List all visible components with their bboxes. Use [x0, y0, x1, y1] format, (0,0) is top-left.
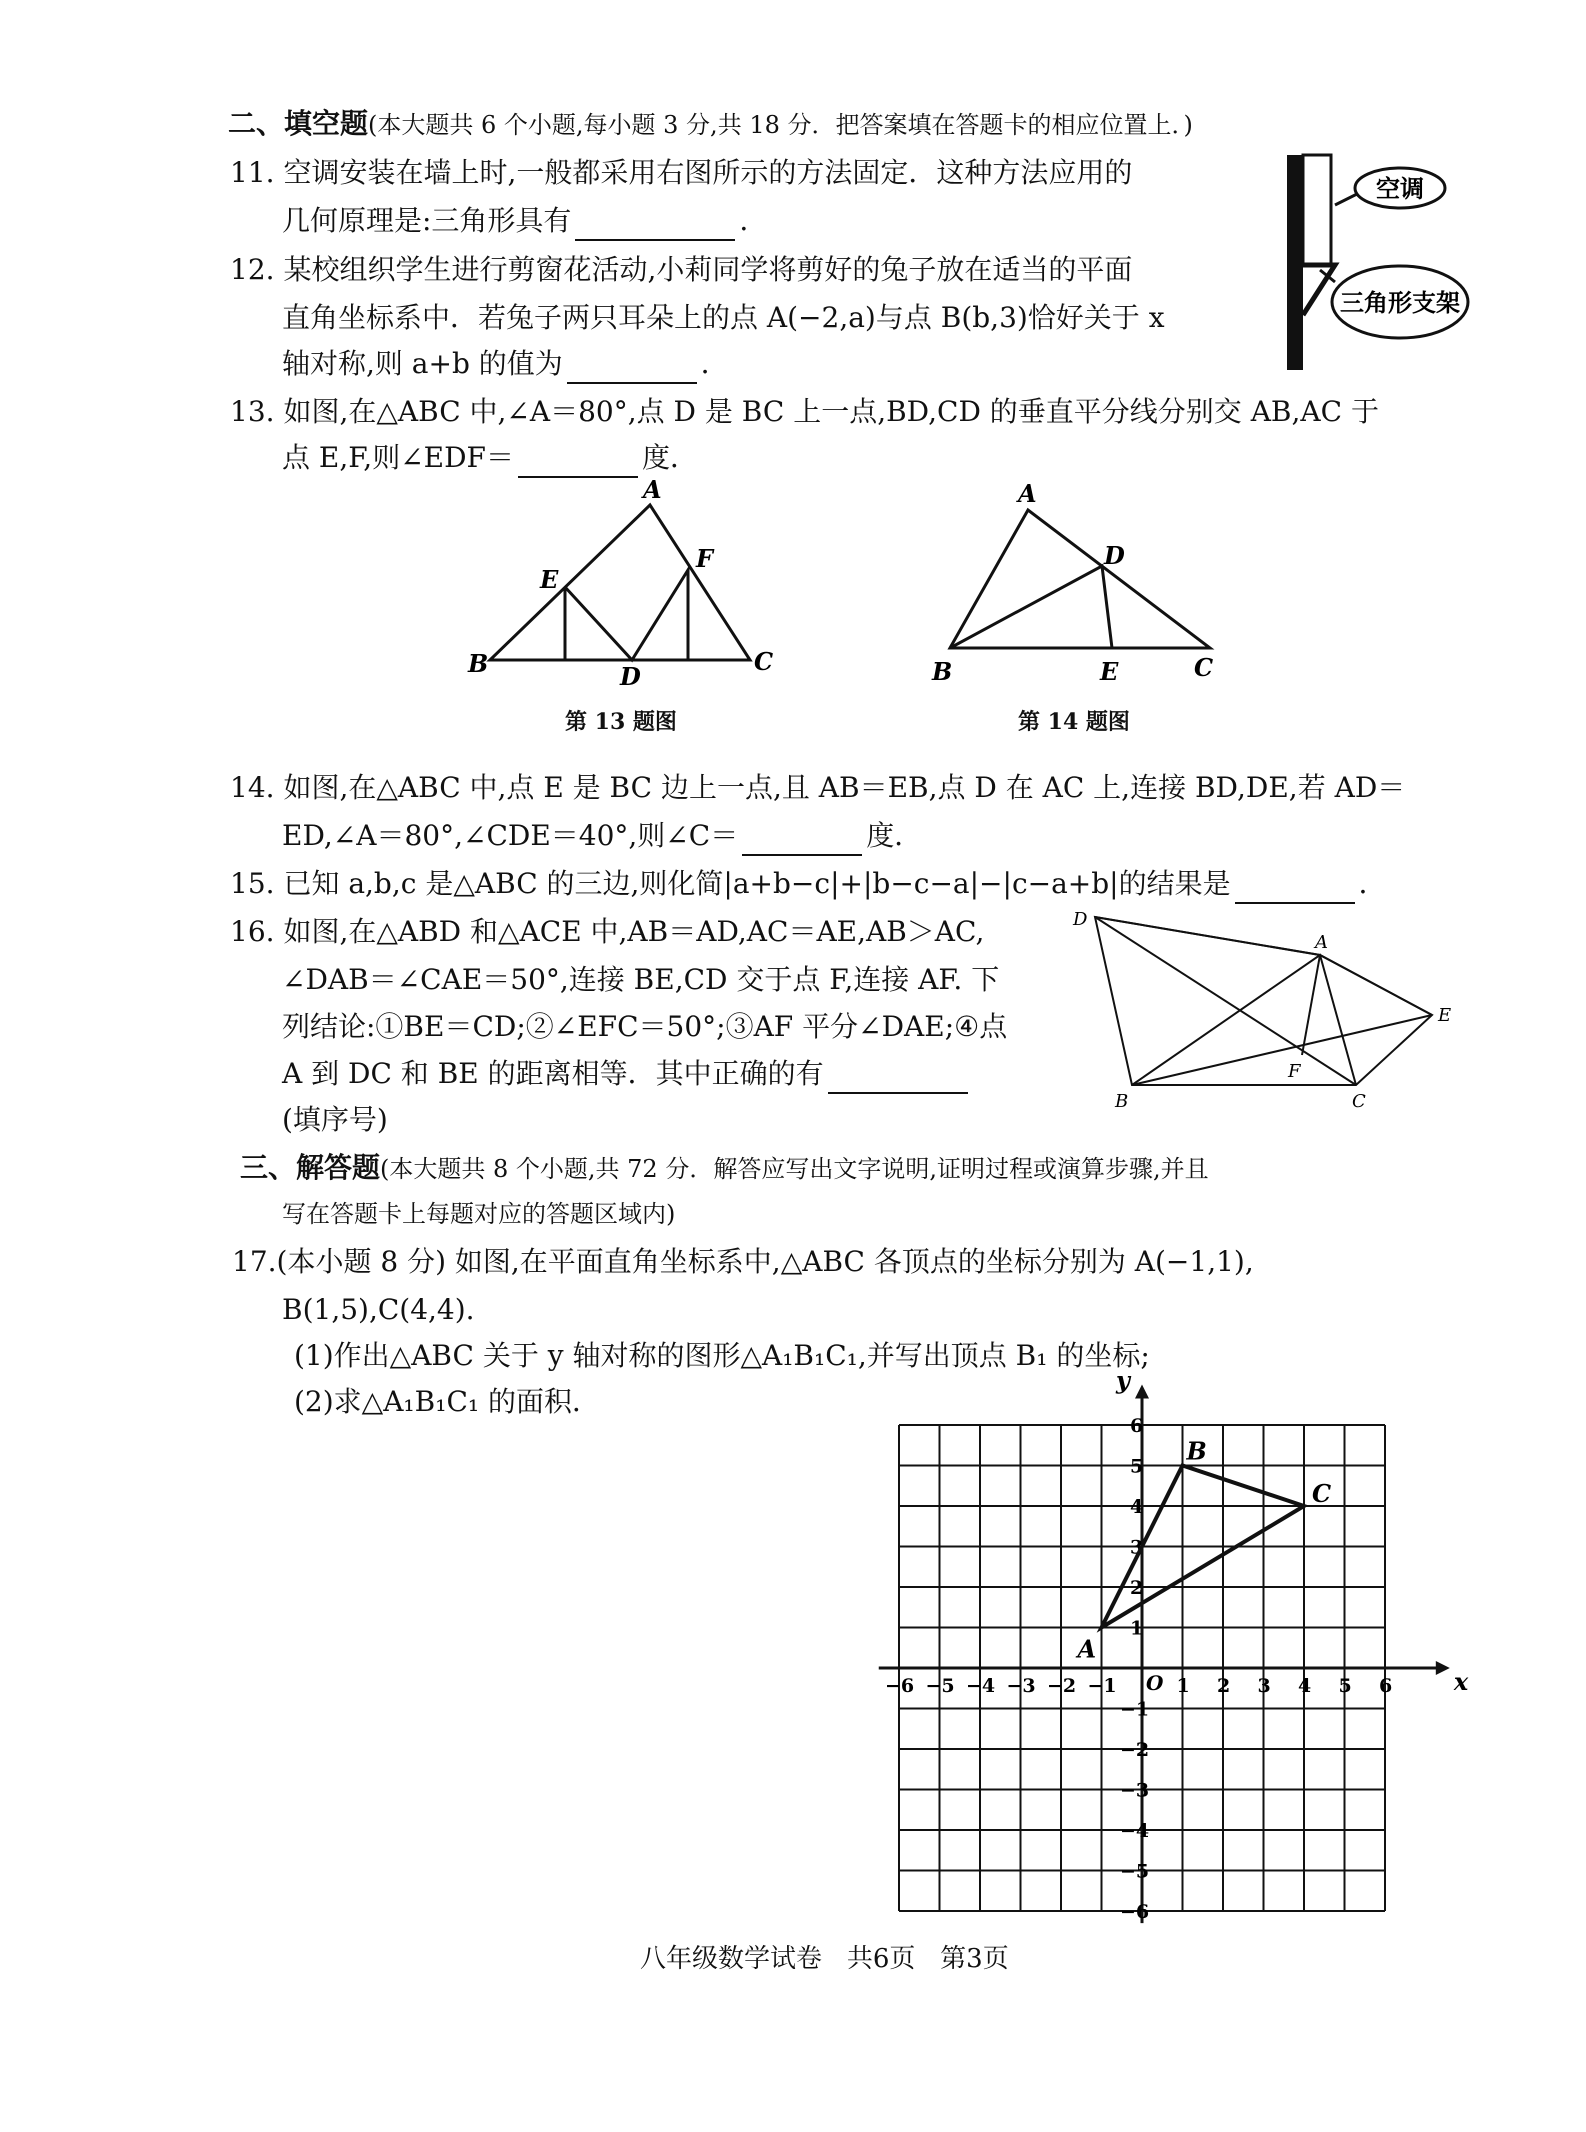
y-tick-label: −1 — [1120, 1698, 1150, 1721]
q14-figure — [920, 480, 1240, 690]
q14-caption: 第 14 题图 — [1018, 709, 1130, 735]
q12-text3-end: ． — [700, 347, 729, 380]
q16-label-c: C — [1352, 1091, 1366, 1112]
q14-line2 — [282, 816, 922, 856]
q11-number: 11. — [230, 156, 275, 189]
q13-line1 — [230, 392, 1379, 432]
x-tick-label: 6 — [1379, 1675, 1393, 1697]
q14-line1 — [230, 768, 1405, 808]
section3-header — [240, 1148, 1209, 1189]
y-tick-label: 2 — [1130, 1577, 1144, 1599]
wall — [1287, 155, 1303, 370]
q12-line2 — [282, 298, 1165, 338]
q17-line1 — [232, 1242, 1254, 1282]
section2-header — [228, 104, 1193, 145]
q15-answer-blank[interactable] — [1235, 872, 1355, 904]
section3-note1: (本大题共 8 个小题,共 72 分．解答应写出文字说明,证明过程或演算步骤,并且 — [380, 1155, 1209, 1183]
triangle-bracket — [1303, 265, 1335, 315]
y-tick-label: 3 — [1130, 1536, 1144, 1559]
q13-label-b: B — [468, 649, 489, 678]
x-tick-label: −5 — [925, 1675, 955, 1697]
q13-answer-blank[interactable] — [518, 446, 638, 478]
q16-line1 — [230, 912, 984, 952]
q16-text4: A 到 DC 和 BE 的距离相等．其中正确的有 — [282, 1057, 824, 1090]
x-tick-label: 3 — [1257, 1675, 1271, 1697]
section2-heading: 二、填空题 — [228, 107, 369, 140]
origin-label: O — [1146, 1671, 1164, 1695]
q16-be — [1132, 1015, 1432, 1085]
q16-af — [1302, 955, 1320, 1055]
q13-label-c: C — [754, 647, 774, 676]
q13-number: 13. — [230, 395, 275, 428]
x-axis-label: x — [1453, 1667, 1469, 1696]
section3-note2: 写在答题卡上每题对应的答题区域内) — [282, 1200, 676, 1228]
q13-label-d: D — [620, 662, 641, 691]
bracket-label: 三角形支架 — [1340, 288, 1460, 317]
q16-ad-ae — [1095, 917, 1432, 1015]
q11-text1: 空调安装在墙上时,一般都采用右图所示的方法固定．这种方法应用的 — [283, 156, 1133, 189]
q13-label-e: E — [540, 565, 559, 594]
q15-text: 已知 a,b,c 是△ABC 的三边,则化简|a+b−c|+|b−c−a|−|c−a+b|的结果是 — [283, 867, 1231, 900]
air-conditioner — [1303, 155, 1331, 265]
y-tick-label: −4 — [1120, 1820, 1150, 1842]
q14-label-d: D — [1104, 541, 1125, 570]
q14-answer-blank[interactable] — [742, 824, 862, 856]
q16-label-a: A — [1315, 932, 1328, 953]
q12-answer-blank[interactable] — [567, 352, 697, 384]
q16-line5 — [282, 1100, 388, 1140]
q16-line2 — [282, 960, 999, 1000]
point-label-a: A — [1077, 1634, 1097, 1664]
q15-number: 15. — [230, 867, 275, 900]
q12-text3: 轴对称,则 a+b 的值为 — [282, 347, 563, 380]
section3-heading: 三、解答题 — [240, 1151, 381, 1184]
q16-number: 16. — [230, 915, 275, 948]
x-tick-label: 1 — [1176, 1675, 1190, 1697]
q13-text2-end: 度． — [642, 441, 699, 474]
x-tick-label: 5 — [1338, 1675, 1352, 1697]
q17-number: 17. — [232, 1245, 277, 1278]
y-tick-label: 5 — [1130, 1455, 1144, 1478]
q16-line3 — [282, 1007, 1007, 1047]
x-tick-label: −6 — [885, 1675, 915, 1697]
x-tick-label: −1 — [1087, 1675, 1117, 1697]
q12-text2: 直角坐标系中．若兔子两只耳朵上的点 A(−2,a)与点 B(b,3)恰好关于 x — [282, 301, 1165, 334]
q14-label-c: C — [1194, 653, 1214, 682]
q17-text1: (本小题 8 分) 如图,在平面直角坐标系中,△ABC 各顶点的坐标分别为 A(−1,1), — [276, 1245, 1254, 1278]
q17-coordinate-grid — [880, 1365, 1480, 1925]
q17-part2-text: (2)求△A₁B₁C₁ 的面积． — [294, 1385, 600, 1418]
point-label-c: C — [1312, 1479, 1332, 1508]
x-tick-label: 2 — [1217, 1675, 1231, 1697]
q11-text2: 几何原理是:三角形具有 — [282, 204, 572, 237]
footer-total-pages: 共6页 — [846, 1944, 916, 1974]
q16-text2: ∠DAB＝∠CAE＝50°,连接 BE,CD 交于点 F,连接 AF. 下 — [282, 963, 1000, 996]
q16-answer-blank[interactable] — [828, 1062, 968, 1094]
x-axis-arrow — [1436, 1661, 1450, 1675]
y-tick-label: 1 — [1130, 1617, 1144, 1640]
ac-callout-pointer — [1335, 194, 1357, 205]
q11-figure — [1275, 150, 1475, 375]
q16-text3: 列结论:①BE＝CD;②∠EFC＝50°;③AF 平分∠DAE;④点 — [282, 1010, 1008, 1043]
q14-text2-end: 度． — [866, 819, 923, 852]
q12-line3 — [282, 344, 729, 384]
footer-page-number: 第3页 — [940, 1944, 1009, 1974]
q16-text1: 如图,在△ABD 和△ACE 中,AB＝AD,AC＝AE,AB＞AC, — [283, 915, 985, 948]
ac-label: 空调 — [1376, 174, 1424, 203]
q13-figure — [460, 475, 800, 691]
q16-label-d: D — [1073, 909, 1088, 930]
q13-text2: 点 E,F,则∠EDF＝ — [282, 441, 514, 474]
q13-label-a: A — [643, 475, 662, 504]
q13-text1: 如图,在△ABC 中,∠A＝80°,点 D 是 BC 上一点,BD,CD 的垂直平分线分别交 AB,AC 于 — [283, 395, 1379, 428]
q11-line1 — [230, 153, 1132, 193]
q16-figure — [1070, 905, 1470, 1120]
x-tick-label: −2 — [1047, 1675, 1077, 1697]
y-tick-label: −6 — [1120, 1901, 1150, 1923]
q15-line — [230, 864, 1387, 904]
q12-line1 — [230, 250, 1132, 290]
x-tick-label: 4 — [1298, 1675, 1312, 1697]
q14-text2: ED,∠A＝80°,∠CDE＝40°,则∠C＝ — [282, 819, 739, 852]
y-tick-label: 4 — [1130, 1496, 1144, 1518]
q13-inner-lines — [565, 570, 688, 660]
q16-ab-ac — [1132, 955, 1356, 1085]
section3-note-line2 — [282, 1194, 675, 1234]
q15-text-end: ． — [1358, 867, 1387, 900]
point-label-b: B — [1186, 1436, 1207, 1466]
y-tick-label: 6 — [1130, 1415, 1144, 1437]
section2-note: (本大题共 6 个小题,每小题 3 分,共 18 分．把答案填在答题卡的相应位置上．) — [368, 111, 1193, 139]
q17-part1 — [294, 1336, 1150, 1376]
q14-label-b: B — [932, 657, 953, 686]
q16-label-e: E — [1438, 1005, 1452, 1026]
q11-line2 — [282, 201, 767, 241]
q13-triangle-abc — [490, 505, 750, 660]
q14-text1: 如图,在△ABC 中,点 E 是 BC 边上一点,且 AB＝EB,点 D 在 AC 上,连接 BD,DE,若 AD＝ — [283, 771, 1406, 804]
y-tick-label: −5 — [1120, 1860, 1150, 1883]
q11-text2-end: ． — [739, 204, 768, 237]
q16-label-b: B — [1115, 1091, 1129, 1112]
q13-line2 — [282, 438, 698, 478]
q17-text2: B(1,5),C(4,4). — [282, 1293, 475, 1326]
q12-text1: 某校组织学生进行剪窗花活动,小莉同学将剪好的兔子放在适当的平面 — [283, 253, 1133, 286]
q12-number: 12. — [230, 253, 275, 286]
q14-label-e: E — [1100, 657, 1119, 686]
q16-text5: (填序号) — [282, 1103, 388, 1136]
q14-number: 14. — [230, 771, 275, 804]
q13-label-f: F — [696, 544, 714, 573]
y-tick-label: −2 — [1120, 1739, 1150, 1761]
y-axis-label: y — [1116, 1365, 1130, 1395]
x-tick-label: −4 — [966, 1675, 996, 1697]
y-tick-label: −3 — [1120, 1779, 1150, 1802]
q17-part2 — [294, 1382, 600, 1422]
footer-subject: 八年级数学试卷 — [640, 1944, 823, 1974]
q16-line4 — [282, 1054, 972, 1094]
page-footer — [640, 1938, 1009, 1975]
q17-line2 — [282, 1290, 475, 1330]
q16-label-f: F — [1288, 1061, 1301, 1082]
q11-answer-blank[interactable] — [575, 209, 735, 241]
q13-caption: 第 13 题图 — [565, 709, 677, 735]
q14-label-a: A — [1018, 479, 1037, 508]
q16-outline — [1095, 917, 1432, 1085]
q17-part1-text: (1)作出△ABC 关于 y 轴对称的图形△A₁B₁C₁,并写出顶点 B₁ 的坐标; — [294, 1339, 1150, 1372]
y-axis-arrow — [1135, 1385, 1149, 1399]
x-tick-label: −3 — [1006, 1675, 1036, 1697]
